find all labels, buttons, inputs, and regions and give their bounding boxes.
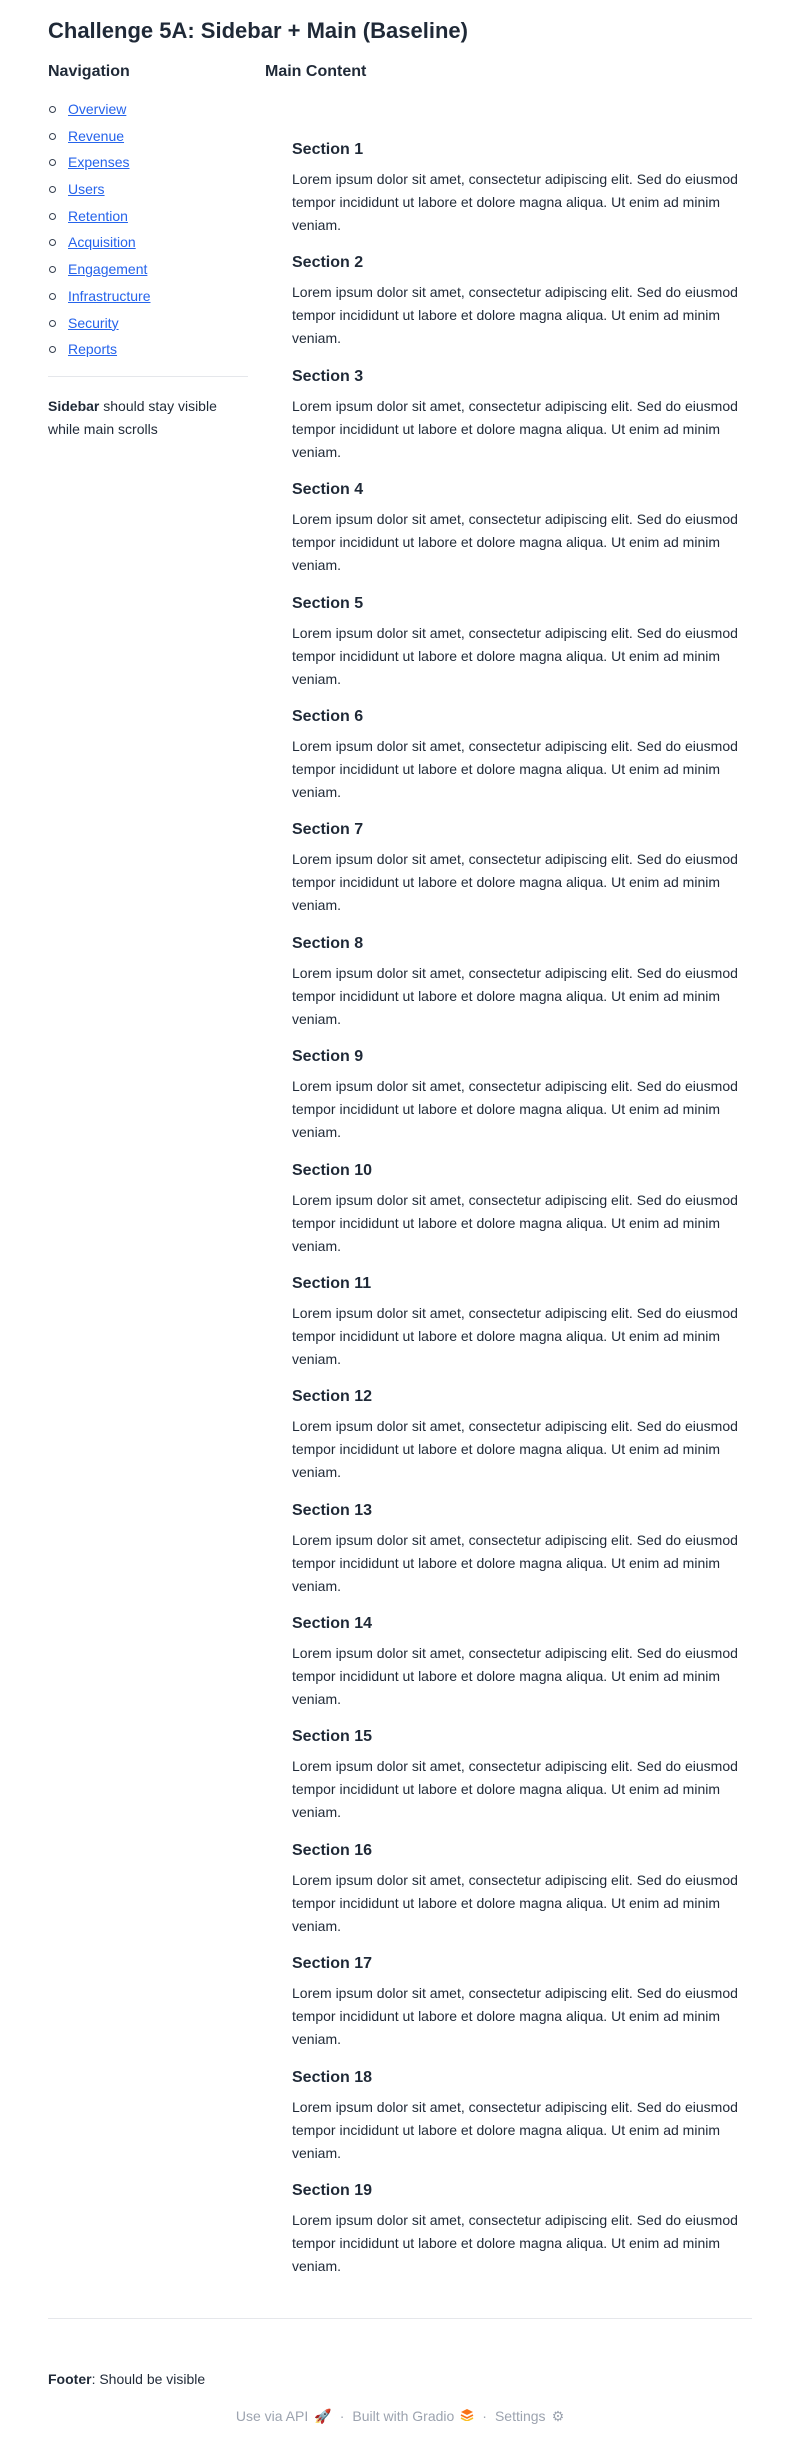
nav-item	[48, 336, 248, 363]
section-title: Section 13	[292, 1501, 373, 1519]
section-body: Lorem ipsum dolor sit amet, consectetur adipiscing elit. Sed do eiusmod tempor incididunt ut labore et dolore magna aliqua. Ut enim ad minim veniam.	[292, 2098, 738, 2161]
bullet-icon	[49, 266, 56, 273]
nav-link-retention[interactable]: Retention	[68, 207, 128, 224]
use-via-api-label: Use via API	[235, 2408, 309, 2424]
section-title: Section 4	[292, 481, 364, 499]
nav-link-engagement[interactable]: Engagement	[68, 261, 148, 278]
settings-link[interactable]	[495, 2408, 564, 2424]
section-title: Section 10	[292, 1161, 373, 1179]
section-body: Lorem ipsum dolor sit amet, consectetur adipiscing elit. Sed do eiusmod tempor incididunt ut labore et dolore magna aliqua. Ut enim ad minim veniam.	[292, 1645, 738, 1708]
nav-link-expenses[interactable]: Expenses	[68, 154, 130, 171]
section-title: Section 1	[292, 141, 364, 158]
section-body: Lorem ipsum dolor sit amet, consectetur adipiscing elit. Sed do eiusmod tempor incididunt ut labore et dolore magna aliqua. Ut enim ad minim veniam.	[292, 1191, 738, 1254]
bullet-icon	[49, 320, 56, 327]
separator: ·	[482, 2408, 487, 2424]
section-title: Section 18	[292, 2068, 373, 2086]
content-section	[292, 818, 755, 931]
content-section	[292, 592, 755, 705]
section-title: Section 17	[292, 1955, 373, 1973]
content-section	[292, 1272, 755, 1385]
content-section	[292, 2066, 755, 2179]
bullet-icon	[49, 293, 56, 300]
bullet-icon	[49, 346, 56, 353]
sidebar-note-text: should stay visible while main scrolls	[48, 397, 217, 437]
section-body: Lorem ipsum dolor sit amet, consectetur adipiscing elit. Sed do eiusmod tempor incididunt ut labore et dolore magna aliqua. Ut enim ad minim veniam.	[292, 1871, 738, 1934]
content-section	[292, 1159, 755, 1272]
section-title: Section 3	[292, 367, 364, 385]
section-title: Section 12	[292, 1388, 373, 1406]
use-via-api-link[interactable]	[236, 2408, 332, 2424]
sidebar-heading: Navigation	[48, 63, 130, 80]
footer	[48, 2368, 205, 2390]
section-title: Section 19	[292, 2182, 373, 2200]
content-section	[292, 932, 755, 1045]
section-body: Lorem ipsum dolor sit amet, consectetur adipiscing elit. Sed do eiusmod tempor incididunt ut labore et dolore magna aliqua. Ut enim ad minim veniam.	[292, 397, 738, 460]
nav-item	[48, 96, 248, 123]
nav-item	[48, 283, 248, 310]
section-body: Lorem ipsum dolor sit amet, consectetur adipiscing elit. Sed do eiusmod tempor incididunt ut labore et dolore magna aliqua. Ut enim ad minim veniam.	[292, 624, 738, 687]
gradio-logo-icon	[460, 2408, 474, 2424]
content-section	[292, 1612, 755, 1725]
content-section	[292, 478, 755, 591]
nav-link-security[interactable]: Security	[68, 314, 119, 331]
content-section	[292, 1385, 755, 1498]
section-body: Lorem ipsum dolor sit amet, consectetur adipiscing elit. Sed do eiusmod tempor incididunt ut labore et dolore magna aliqua. Ut enim ad minim veniam.	[292, 1985, 738, 2048]
section-title: Section 16	[292, 1841, 373, 1859]
bullet-icon	[49, 159, 56, 166]
nav-list	[48, 96, 248, 363]
main-content	[265, 60, 755, 2292]
nav-item	[48, 176, 248, 203]
section-body: Lorem ipsum dolor sit amet, consectetur adipiscing elit. Sed do eiusmod tempor incididunt ut labore et dolore magna aliqua. Ut enim ad minim veniam.	[292, 284, 738, 347]
nav-item	[48, 310, 248, 337]
section-body: Lorem ipsum dolor sit amet, consectetur adipiscing elit. Sed do eiusmod tempor incididunt ut labore et dolore magna aliqua. Ut enim ad minim veniam.	[292, 1078, 738, 1141]
footer-bold: Footer	[48, 2371, 92, 2387]
content-section	[292, 1045, 755, 1158]
nav-link-reports[interactable]: Reports	[68, 341, 118, 358]
section-title: Section 7	[292, 821, 364, 839]
bullet-icon	[49, 239, 56, 246]
sidebar-note-bold: Sidebar	[48, 397, 100, 414]
nav-item	[48, 123, 248, 150]
section-body: Lorem ipsum dolor sit amet, consectetur adipiscing elit. Sed do eiusmod tempor incididunt ut labore et dolore magna aliqua. Ut enim ad minim veniam.	[292, 1304, 738, 1367]
section-body: Lorem ipsum dolor sit amet, consectetur adipiscing elit. Sed do eiusmod tempor incididunt ut labore et dolore magna aliqua. Ut enim ad minim veniam.	[292, 1758, 738, 1821]
content-section	[292, 138, 755, 251]
rocket-icon: 🚀	[314, 2408, 332, 2424]
footer-text: : Should be visible	[91, 2371, 206, 2387]
nav-item	[48, 229, 248, 256]
nav-item	[48, 256, 248, 283]
main-heading: Main Content	[265, 63, 367, 80]
section-body: Lorem ipsum dolor sit amet, consectetur adipiscing elit. Sed do eiusmod tempor incididunt ut labore et dolore magna aliqua. Ut enim ad minim veniam.	[292, 1418, 738, 1481]
sidebar-divider	[48, 376, 248, 377]
section-title: Section 6	[292, 707, 364, 725]
section-title: Section 8	[292, 934, 364, 952]
nav-item	[48, 203, 248, 230]
nav-link-acquisition[interactable]: Acquisition	[68, 234, 136, 251]
gear-icon: ⚙	[551, 2408, 565, 2424]
built-with-gradio-label: Built with Gradio	[352, 2408, 455, 2424]
section-title: Section 9	[292, 1048, 364, 1066]
section-body: Lorem ipsum dolor sit amet, consectetur adipiscing elit. Sed do eiusmod tempor incididunt ut labore et dolore magna aliqua. Ut enim ad minim veniam.	[292, 737, 738, 800]
nav-link-revenue[interactable]: Revenue	[68, 127, 125, 144]
content-section	[292, 365, 755, 478]
sidebar	[48, 60, 248, 441]
content-section	[292, 251, 755, 364]
content-section	[292, 1499, 755, 1612]
section-title: Section 5	[292, 594, 364, 612]
section-body: Lorem ipsum dolor sit amet, consectetur adipiscing elit. Sed do eiusmod tempor incididunt ut labore et dolore magna aliqua. Ut enim ad minim veniam.	[292, 964, 738, 1027]
nav-link-infrastructure[interactable]: Infrastructure	[68, 287, 151, 304]
bullet-icon	[49, 133, 56, 140]
content-section	[292, 1839, 755, 1952]
gradio-footer	[0, 2406, 800, 2426]
built-with-gradio-link[interactable]	[352, 2408, 474, 2424]
section-body: Lorem ipsum dolor sit amet, consectetur adipiscing elit. Sed do eiusmod tempor incididunt ut labore et dolore magna aliqua. Ut enim ad minim veniam.	[292, 1531, 738, 1594]
content-section	[292, 2179, 755, 2292]
section-title: Section 2	[292, 254, 364, 272]
section-body: Lorem ipsum dolor sit amet, consectetur adipiscing elit. Sed do eiusmod tempor incididunt ut labore et dolore magna aliqua. Ut enim ad minim veniam.	[292, 2212, 738, 2275]
nav-link-overview[interactable]: Overview	[68, 101, 127, 117]
separator: ·	[339, 2408, 345, 2424]
footer-divider	[48, 2318, 752, 2319]
page-title: Challenge 5A: Sidebar + Main (Baseline)	[48, 18, 468, 43]
bullet-icon	[49, 186, 56, 193]
sidebar-note	[48, 395, 248, 441]
nav-link-users[interactable]: Users	[68, 181, 105, 198]
nav-item	[48, 149, 248, 176]
section-title: Section 11	[292, 1274, 372, 1292]
bullet-icon	[49, 213, 56, 220]
content-section	[292, 1952, 755, 2065]
sections-list	[265, 138, 755, 2292]
bullet-icon	[49, 106, 56, 113]
settings-label: Settings	[494, 2408, 546, 2424]
section-title: Section 15	[292, 1728, 373, 1746]
section-body: Lorem ipsum dolor sit amet, consectetur adipiscing elit. Sed do eiusmod tempor incididunt ut labore et dolore magna aliqua. Ut enim ad minim veniam.	[292, 171, 738, 233]
content-section	[292, 1725, 755, 1838]
section-body: Lorem ipsum dolor sit amet, consectetur adipiscing elit. Sed do eiusmod tempor incididunt ut labore et dolore magna aliqua. Ut enim ad minim veniam.	[292, 851, 738, 914]
section-title: Section 14	[292, 1615, 373, 1633]
content-section	[292, 705, 755, 818]
section-body: Lorem ipsum dolor sit amet, consectetur adipiscing elit. Sed do eiusmod tempor incididunt ut labore et dolore magna aliqua. Ut enim ad minim veniam.	[292, 511, 738, 574]
